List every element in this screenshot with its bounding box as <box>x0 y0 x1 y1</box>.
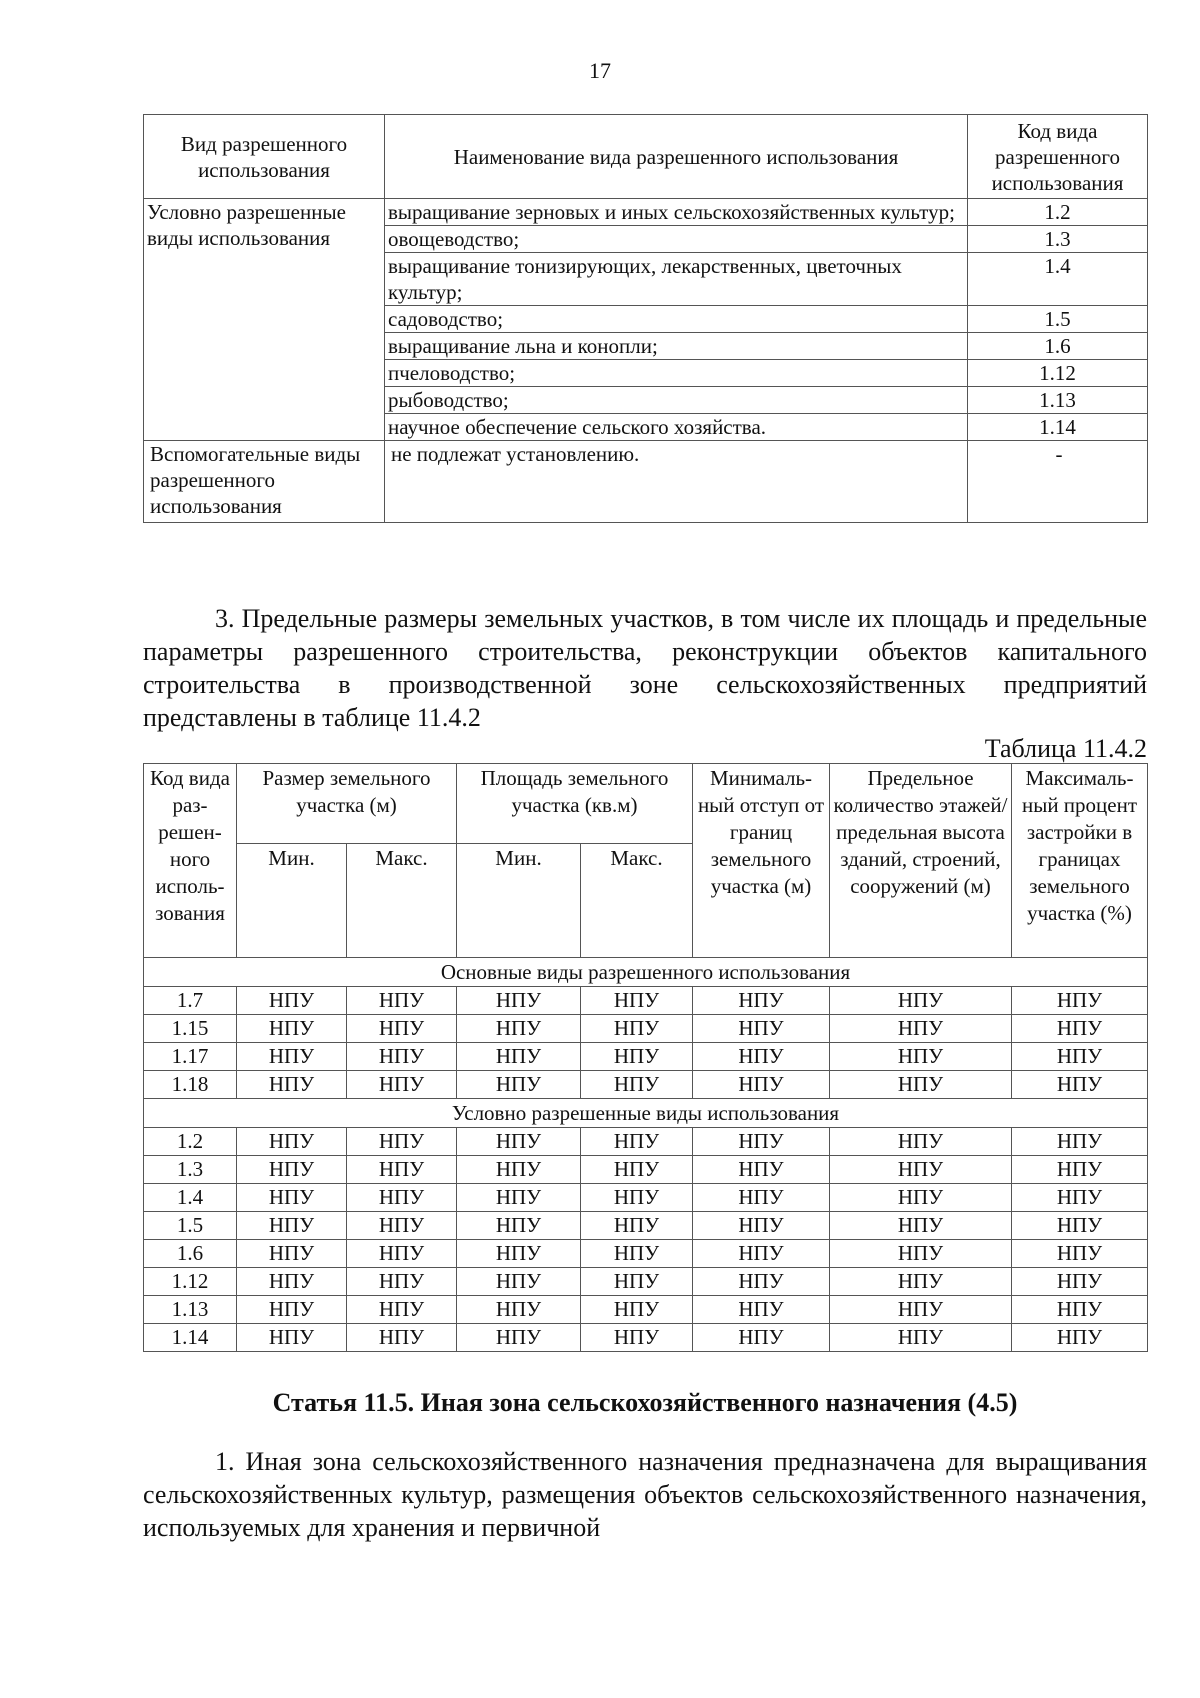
table-row <box>144 1212 1148 1240</box>
value-cell: НПУ <box>457 1071 581 1099</box>
value-cell: НПУ <box>457 1128 581 1156</box>
use-code-cell: 1.15 <box>144 1015 237 1043</box>
value-cell: НПУ <box>347 987 457 1015</box>
value-cell: НПУ <box>581 987 693 1015</box>
use-code-cell: 1.2 <box>144 1128 237 1156</box>
use-code-cell: 1.5 <box>968 306 1148 333</box>
table-header-row <box>144 115 1148 199</box>
value-cell: НПУ <box>237 1296 347 1324</box>
table-row <box>144 199 1148 226</box>
use-name-cell: научное обеспечение сельского хозяйства. <box>385 414 968 441</box>
use-code-cell: 1.14 <box>144 1324 237 1352</box>
value-cell: НПУ <box>830 1296 1012 1324</box>
use-code-cell: - <box>968 441 1148 523</box>
use-code-cell: 1.3 <box>144 1156 237 1184</box>
value-cell: НПУ <box>347 1184 457 1212</box>
use-code-cell: 1.6 <box>968 333 1148 360</box>
table-row <box>144 441 1148 523</box>
value-cell: НПУ <box>830 1043 1012 1071</box>
value-cell: НПУ <box>693 1015 830 1043</box>
table-row <box>144 1296 1148 1324</box>
value-cell: НПУ <box>347 1212 457 1240</box>
value-cell: НПУ <box>237 1015 347 1043</box>
table-row <box>144 1324 1148 1352</box>
value-cell: НПУ <box>693 1296 830 1324</box>
value-cell: НПУ <box>830 1128 1012 1156</box>
header-area-min: Мин. <box>457 844 581 958</box>
value-cell: НПУ <box>1012 1268 1148 1296</box>
header-use-code: Код вида разрешенного использования <box>968 115 1148 199</box>
value-cell: НПУ <box>237 1128 347 1156</box>
group-header-row <box>144 1099 1148 1128</box>
value-cell: НПУ <box>457 1212 581 1240</box>
value-cell: НПУ <box>581 1043 693 1071</box>
value-cell: НПУ <box>1012 1043 1148 1071</box>
use-code-cell: 1.18 <box>144 1071 237 1099</box>
value-cell: НПУ <box>237 1324 347 1352</box>
permitted-uses-table <box>143 114 1148 523</box>
use-name-cell: овощеводство; <box>385 226 968 253</box>
value-cell: НПУ <box>457 1324 581 1352</box>
table-row <box>144 1184 1148 1212</box>
value-cell: НПУ <box>1012 1324 1148 1352</box>
page-number: 17 <box>589 58 611 83</box>
value-cell: НПУ <box>347 1240 457 1268</box>
use-code-cell: 1.12 <box>968 360 1148 387</box>
value-cell: НПУ <box>457 1156 581 1184</box>
table-row <box>144 987 1148 1015</box>
table-row <box>144 1268 1148 1296</box>
table-header-row <box>144 764 1148 844</box>
value-cell: НПУ <box>1012 1015 1148 1043</box>
value-cell: НПУ <box>830 987 1012 1015</box>
header-code: Код вида раз-решен-ного исполь-зования <box>144 764 237 958</box>
table-row <box>144 1240 1148 1268</box>
value-cell: НПУ <box>457 1043 581 1071</box>
header-plot-area: Площадь земельного участка (кв.м) <box>457 764 693 844</box>
value-cell: НПУ <box>830 1212 1012 1240</box>
use-name-cell: пчеловодство; <box>385 360 968 387</box>
use-name-cell: садоводство; <box>385 306 968 333</box>
header-plot-size: Размер земельного участка (м) <box>237 764 457 844</box>
value-cell: НПУ <box>237 1184 347 1212</box>
value-cell: НПУ <box>830 1324 1012 1352</box>
value-cell: НПУ <box>693 1268 830 1296</box>
value-cell: НПУ <box>1012 1296 1148 1324</box>
use-name-cell: выращивание тонизирующих, лекарственных, цветочных культур; <box>385 253 968 306</box>
table-row <box>144 1128 1148 1156</box>
value-cell: НПУ <box>693 1324 830 1352</box>
value-cell: НПУ <box>830 1184 1012 1212</box>
use-name-cell: выращивание зерновых и иных сельскохозяйственных культур; <box>385 199 968 226</box>
use-code-cell: 1.13 <box>144 1296 237 1324</box>
table-row <box>144 1156 1148 1184</box>
value-cell: НПУ <box>693 987 830 1015</box>
value-cell: НПУ <box>457 1240 581 1268</box>
value-cell: НПУ <box>581 1128 693 1156</box>
value-cell: НПУ <box>581 1240 693 1268</box>
value-cell: НПУ <box>457 1184 581 1212</box>
value-cell: НПУ <box>347 1071 457 1099</box>
value-cell: НПУ <box>457 1296 581 1324</box>
use-code-cell: 1.7 <box>144 987 237 1015</box>
value-cell: НПУ <box>1012 1071 1148 1099</box>
value-cell: НПУ <box>830 1240 1012 1268</box>
use-name-cell: не подлежат установлению. <box>385 441 968 523</box>
use-code-cell: 1.17 <box>144 1043 237 1071</box>
use-code-cell: 1.3 <box>968 226 1148 253</box>
use-type-cell: Условно разрешенные виды использования <box>144 199 385 441</box>
value-cell: НПУ <box>693 1043 830 1071</box>
header-size-min: Мин. <box>237 844 347 958</box>
use-code-cell: 1.4 <box>968 253 1148 306</box>
header-setback: Минималь-ный отступ от границ земельного участка (м) <box>693 764 830 958</box>
paragraph-3 <box>143 602 1147 734</box>
value-cell: НПУ <box>581 1268 693 1296</box>
paragraph-text: Иная зона сельскохозяйственного назначения предназначена для выращивания сельскохозяйственных культур, размещения объектов сельскохозяйственного назначения, используемых для хранения и первичной <box>143 1447 1147 1542</box>
table-row <box>144 1071 1148 1099</box>
value-cell: НПУ <box>1012 1240 1148 1268</box>
article-paragraph-1 <box>143 1445 1147 1544</box>
use-name-cell: выращивание льна и конопли; <box>385 333 968 360</box>
use-code-cell: 1.5 <box>144 1212 237 1240</box>
value-cell: НПУ <box>347 1128 457 1156</box>
paragraph-number: 1. <box>215 1447 235 1476</box>
value-cell: НПУ <box>1012 1156 1148 1184</box>
value-cell: НПУ <box>237 987 347 1015</box>
value-cell: НПУ <box>581 1212 693 1240</box>
use-type-cell: Вспомогательные виды разрешенного использования <box>144 441 385 523</box>
header-use-type: Вид разрешенного использования <box>144 115 385 199</box>
use-code-cell: 1.12 <box>144 1268 237 1296</box>
value-cell: НПУ <box>693 1184 830 1212</box>
table-row <box>144 1015 1148 1043</box>
value-cell: НПУ <box>693 1128 830 1156</box>
value-cell: НПУ <box>693 1212 830 1240</box>
group-header-row <box>144 958 1148 987</box>
value-cell: НПУ <box>581 1296 693 1324</box>
value-cell: НПУ <box>237 1043 347 1071</box>
value-cell: НПУ <box>693 1240 830 1268</box>
value-cell: НПУ <box>457 987 581 1015</box>
paragraph-text: Предельные размеры земельных участков, в том числе их площадь и предельные параметры разрешенного строительства, реконструкции объектов капитального строительства в производственной зоне сельскохозяйственных предприятий представлены в таблице 11.4.2 <box>143 604 1147 732</box>
value-cell: НПУ <box>581 1184 693 1212</box>
use-code-cell: 1.14 <box>968 414 1148 441</box>
value-cell: НПУ <box>1012 987 1148 1015</box>
use-name-cell: рыбоводство; <box>385 387 968 414</box>
use-code-cell: 1.13 <box>968 387 1148 414</box>
value-cell: НПУ <box>347 1296 457 1324</box>
value-cell: НПУ <box>237 1212 347 1240</box>
article-heading: Статья 11.5. Иная зона сельскохозяйственного назначения (4.5) <box>272 1388 1018 1417</box>
value-cell: НПУ <box>830 1071 1012 1099</box>
table-row <box>144 1043 1148 1071</box>
value-cell: НПУ <box>581 1015 693 1043</box>
table-caption: Таблица 11.4.2 <box>984 734 1147 763</box>
value-cell: НПУ <box>237 1156 347 1184</box>
value-cell: НПУ <box>1012 1184 1148 1212</box>
header-coverage: Максималь-ный процент застройки в границах земельного участка (%) <box>1012 764 1148 958</box>
group-title: Основные виды разрешенного использования <box>144 958 1148 987</box>
value-cell: НПУ <box>457 1015 581 1043</box>
use-code-cell: 1.4 <box>144 1184 237 1212</box>
group-title: Условно разрешенные виды использования <box>144 1099 1148 1128</box>
value-cell: НПУ <box>457 1268 581 1296</box>
value-cell: НПУ <box>347 1268 457 1296</box>
value-cell: НПУ <box>347 1324 457 1352</box>
value-cell: НПУ <box>237 1071 347 1099</box>
value-cell: НПУ <box>347 1043 457 1071</box>
use-code-cell: 1.2 <box>968 199 1148 226</box>
header-size-max: Макс. <box>347 844 457 958</box>
parameters-table <box>143 763 1148 1352</box>
header-floors: Предельное количество этажей/ предельная высота зданий, строений, сооружений (м) <box>830 764 1012 958</box>
value-cell: НПУ <box>581 1156 693 1184</box>
value-cell: НПУ <box>347 1015 457 1043</box>
value-cell: НПУ <box>830 1156 1012 1184</box>
value-cell: НПУ <box>237 1268 347 1296</box>
value-cell: НПУ <box>581 1071 693 1099</box>
header-area-max: Макс. <box>581 844 693 958</box>
paragraph-number: 3. <box>215 604 235 633</box>
value-cell: НПУ <box>830 1015 1012 1043</box>
value-cell: НПУ <box>237 1240 347 1268</box>
value-cell: НПУ <box>693 1156 830 1184</box>
use-code-cell: 1.6 <box>144 1240 237 1268</box>
value-cell: НПУ <box>693 1071 830 1099</box>
value-cell: НПУ <box>347 1156 457 1184</box>
value-cell: НПУ <box>581 1324 693 1352</box>
header-use-name: Наименование вида разрешенного использования <box>385 115 968 199</box>
value-cell: НПУ <box>1012 1128 1148 1156</box>
value-cell: НПУ <box>830 1268 1012 1296</box>
value-cell: НПУ <box>1012 1212 1148 1240</box>
